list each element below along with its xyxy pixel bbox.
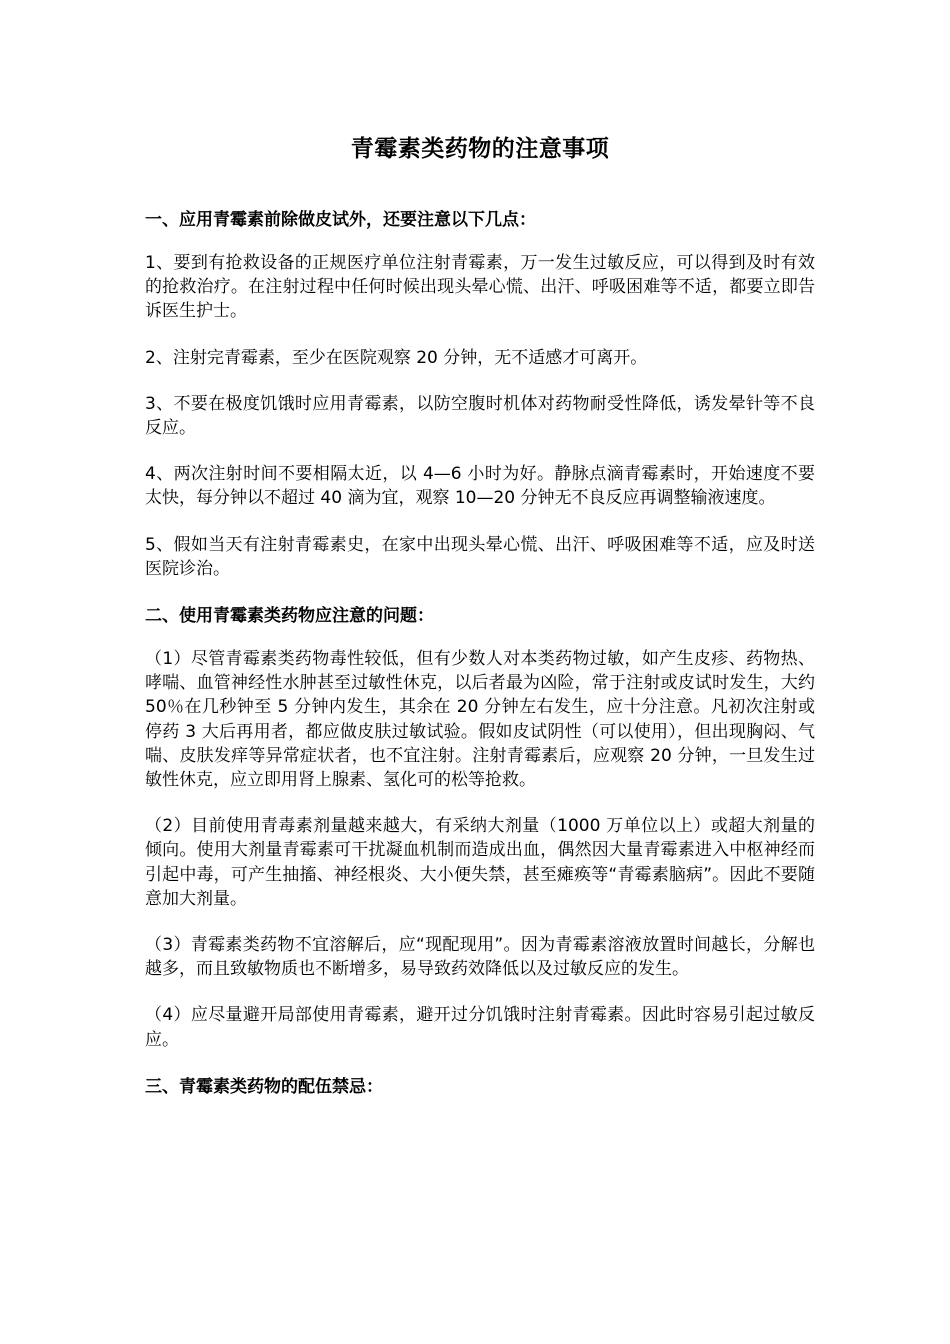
section-heading-2: 二、使用青霉素类药物应注意的问题： (145, 606, 434, 627)
paragraph: （3）青霉素类药物不宜溶解后，应“现配现用”。因为青霉素溶液放置时间越长，分解也越多，而且致敏物质也不断增多，易导致药效降低以及过敏反应的发生。 (145, 935, 815, 980)
paragraph: 4、两次注射时间不要相隔太近，以 4—6 小时为好。静脉点滴青霉素时，开始速度不要太快，每分钟以不超过 40 滴为宜，观察 10—20 分钟无不良反应再调整输液速度。 (145, 464, 815, 509)
section-heading-1: 一、应用青霉素前除做皮试外，还要注意以下几点： (145, 210, 536, 230)
document-title: 青霉素类药物的注意事项 (350, 136, 610, 162)
section-heading-3: 三、青霉素类药物的配伍禁忌： (145, 1076, 383, 1097)
paragraph: （2）目前使用青毒素剂量越来越大，有采纳大剂量（1000 万单位以上）或超大剂量的倾向。使用大剂量青霉素可干扰凝血机制而造成出血，偶然因大量青霉素进入中枢神经而引起中毒，可产生抽搐、神经根炎、大小便失禁，甚至瘫痪等“青霉素脑病”。因此不要随意加大剂量。 (145, 816, 815, 909)
paragraph: 3、不要在极度饥饿时应用青霉素，以防空腹时机体对药物耐受性降低，诱发晕针等不良反应。 (145, 393, 815, 439)
paragraph: 2、注射完青霉素，至少在医院观察 20 分钟，无不适感才可离开。 (145, 347, 648, 368)
document-content (145, 131, 815, 1118)
paragraph: （4）应尽量避开局部使用青霉素，避开过分饥饿时注射青霉素。因此时容易引起过敏反应。 (145, 1005, 815, 1050)
paragraph: （1）尽管青霉素类药物毒性较低，但有少数人对本类药物过敏，如产生皮疹、药物热、哮喘、血管神经性水肿甚至过敏性休克，以后者最为凶险，常于注射或皮试时发生，大约 50％在几秒钟至 5 分钟内发生，其余在 20 分钟左右发生，应十分注意。凡初次注射或停药 3 大后再用者，都应做皮肤过敏试验。假如皮试阴性（可以使用），但出现胸闷、气喘、皮肤发痒等异常症状者，也不宜注射。注射青霉素后，应观察 20 分钟，一旦发生过敏性休克，应立即用肾上腺素、氢化可的松等抢救。 (145, 649, 815, 791)
paragraph: 5、假如当天有注射青霉素史，在家中出现头晕心慌、出汗、呼吸困难等不适，应及时送医院诊治。 (145, 534, 815, 579)
paragraph: 1、要到有抢救设备的正规医疗单位注射青霉素，万一发生过敏反应，可以得到及时有效的抢救治疗。在注射过程中任何时候出现头晕心慌、出汗、呼吸困难等不适，都要立即告诉医生护士。 (145, 253, 815, 322)
